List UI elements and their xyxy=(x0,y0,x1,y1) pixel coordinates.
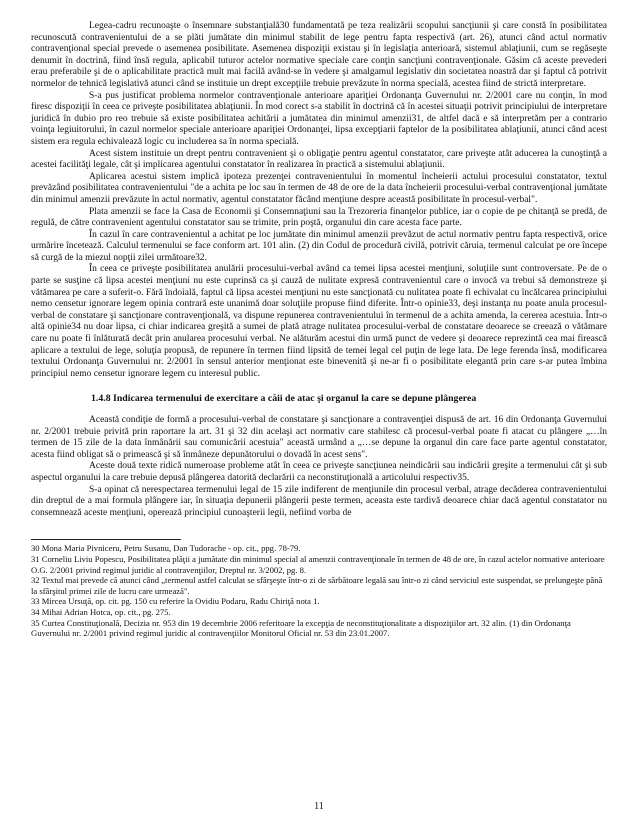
paragraph-9: Aceste două texte ridică numeroase probleme atât în ceea ce priveşte sancţiunea neindicării sau indicării greşite a termenului cât şi sub aspectul organului la care trebuie depusă plângerea datorită declarării ca neconstituţională a articolului respectiv35. xyxy=(31,461,607,483)
section-heading: 1.4.8 Indicarea termenului de exercitare a căii de atac şi organul la care se depune plângerea xyxy=(91,393,477,405)
footnote-35: 35 Curtea Constituţională, Decizia nr. 953 din 19 decembrie 2006 referitoare la excepţia de neconstituţionalitate a dispoziţiilor art. 32 alin. (1) din Ordonanţa Guvernului nr. 2/2001 privind regimul juridic al contravenţiilor Monitorul Oficial nr. 53 din 23.01.2007. xyxy=(31,617,571,639)
paragraph-3: Acest sistem instituie un drept pentru contravenient şi o obligaţie pentru agentul constatator, care priveşte atât aducerea la cunoştinţă a acestei facilităţi legale, cât şi implicarea agentului constatator în realizarea în practică a sistemului ablaţiunii. xyxy=(31,148,607,171)
footnote-34: 34 Mihai Adrian Hotca, op. cit., pg. 275. xyxy=(31,606,171,617)
paragraph-8: Această condiţie de formă a procesului-verbal de constatare şi sancţionare a contravenţiei dispusă de art. 16 din Ordonanţa Guvernului nr. 2/2001 trebuie privită prin raportare la art. 31 şi 32 din acelaşi act normativ care stabilesc că procesul-verbal poate fi atacat cu plângere „…în termen de 15 zile de la data înmânării sau comunicării acestuia" această urmând a „…se depune la organul din care face parte agentul constatator, acesta fiind obligat să o primească şi să înmâneze depunătorului o dovadă în acest sens". xyxy=(31,415,607,460)
page-number: 11 xyxy=(314,801,324,812)
paragraph-2: S-a pus justificat problema normelor contravenţionale anterioare apariţiei Ordonanţa Guvernului nr. 2/2001 care nu conţin, în mod firesc dispoziţii în ceea ce priveşte posibilitatea ablaţiunii. În mod corect s-a stabilit în doctrină că în acestei situaţii potrivit principiului de interpretare juridică în dubio pro reo trebuie să existe posibilitatea achitării a jumătatea din minimul amenzii31, de altfel dacă e să interpretăm per a contrario voinţa legiuitorului, în cazul normelor speciale anterioare apariţiei Ordonanţei, lipsa excepţiarii faptelor de la posibilitatea ablaţiunii, atunci când acest sistem era regula echivalează logic cu includerea sa în norma specială. xyxy=(31,90,607,147)
footnote-33: 33 Mircea Ursuţă, op. cit. pg. 150 cu referire la Ovidiu Podaru, Radu Chiriţă nota 1. xyxy=(31,596,320,607)
paragraph-4: Aplicarea acestui sistem implică ipoteza prezenţei contravenientului în momentul încheierii actului procesului constatator, textul prevăzând posibilitatea contravenientului "de a achita pe loc sau în termen de 48 de ore de la data încheierii procesului-verbal contravenţional jumătate din minimul amenzii prevăzute în actul normativ, agentul constatator făcând menţiune despre această posibilitate în procesul-verbal". xyxy=(31,171,607,205)
footnote-30: 30 Mona Maria Pivniceru, Petru Susanu, Dan Tudorache - op. cit., ppg. 78-79. xyxy=(31,543,301,554)
paragraph-7: În ceea ce priveşte posibilitatea anulării procesului-verbal având ca temei lipsa acestei menţiuni, soluţiile sunt controversate. Pe de o parte se susţine că lipsa acestei menţiuni nu este cuprinsă ca şi cauză de nulitate expresă contravenientul care o invocă va trebui să demonstreze şi vătămarea pe care a suferit-o. Fără îndoială, faptul că lipsa acestei menţiuni nu este sancţionată cu nulitatea poate fi echivalat cu încălcarea principiului nemo censetur ignorare legem opinia contrară este unanimă doar soluţiile propuse fiind diferite. Într-o opinie33, deşi instanţa nu poate anula procesul-verbal de constatare şi sancţionare contravenţională, va dispune repunerea contravenientului în termenul de a achita amenda, la cererea acestuia. Într-o altă opinie34 nu doar lipsa, ci chiar indicarea greşită a sumei de plată atrage nulitatea procesului-verbal de constatare deoarece se creează o vătămare care nu poate fi înlăturată decât prin anularea procesului verbal. Ne alăturăm acestui din urmă punct de vedere şi deoarece reprezintă cea mai firească aplicare a textului de lege, soluţia propusă, de repunere în termen fiind lipsită de temei legal cel puţin de lege lata. De lege ferenda însă, modificarea textului Ordonanţa Guvernului nr. 2/2001 în sensul anterior menţionat este binevenită şi ne-ar fi o posibilitate elegantă prin care s-ar putea îmbina principiul nemo censetur ignorare legem cu interesul public. xyxy=(31,264,607,379)
paragraph-10: S-a opinat că nerespectarea termenului legal de 15 zile indiferent de menţiunile din procesul verbal, atrage decăderea contravenientului din dreptul de a mai formula plângere iar, în situaţia depunerii plângerii peste termen, aceasta este tardivă deoarece chiar dacă agentul constatator nu consemnează aceste menţiuni, operează principiul cunoaşterii legii, nefiind vorba de xyxy=(31,484,607,518)
paragraph-1: Legea-cadru recunoaşte o însemnare substanţială30 fundamentată pe teza realizării scopului sancţiunii şi care constă în posibilitatea recunoscută contravenientului de a se plăti jumătate din minimul stabilit de lege pentru fapta respectivă (art. 26), atunci când actul normativ contravenţional special prevede o asemenea posibilitate. Asemenea dispoziţii existau şi în legislaţia anterioară, sistemul ablaţiunii, cum se regăseşte denumit în doctrină, fiind însă regula, aplicabil tuturor actelor normative speciale care conţin sancţiuni contravenţionale. Găsim că aceste prevederi erau preferabile şi de o aplicabilitate practică mult mai facilă având-se în vedere şi amalgamul legislativ din societatea noastră dar şi faptul că potrivit normelor de tehnică legislativă atunci când se instituie un drept excepţiile trebuie prevăzute în norma specială, acestea fiind de strictă interpretare. xyxy=(31,21,607,89)
footnote-31: 31 Corneliu Liviu Popescu, Posibilitatea plăţii a jumătate din minimul special al amenzii contravenţionale în termen de 48 de ore, în cazul actelor normative anterioare O.G. 2/2001 privind regimul juridic al contravenţiilor, Dreptul nr. 3/2002, pg. 8. xyxy=(31,553,605,575)
footnote-separator xyxy=(31,539,181,540)
footnote-32: 32 Textul mai prevede că atunci când „termenul astfel calculat se sfârşeşte într-o zi de sărbătoare legală sau într-o zi când serviciul este suspendat, se prelungeşte până la sfârşitul primei zile de lucru care urmează". xyxy=(31,575,603,596)
paragraph-6: În cazul în care contravenientul a achitat pe loc jumătate din minimul amenzii prevăzut de actul normativ pentru fapta respectivă, orice urmărire încetează. Calculul termenului se face conform art. 101 alin. (2) din Codul de procedură civilă, potrivit căruia, termenul calculat pe ore începe să curgă de la miezul nopţii zilei următoare32. xyxy=(31,229,607,263)
paragraph-5: Plata amenzii se face la Casa de Economii şi Consemnaţiuni sau la Trezoreria finanţelor publice, iar o copie de pe chitanţă se predă, de regulă, de către contravenient agentului constatator sau se trimite, prin poştă, organului din care acesta face parte. xyxy=(31,206,607,229)
